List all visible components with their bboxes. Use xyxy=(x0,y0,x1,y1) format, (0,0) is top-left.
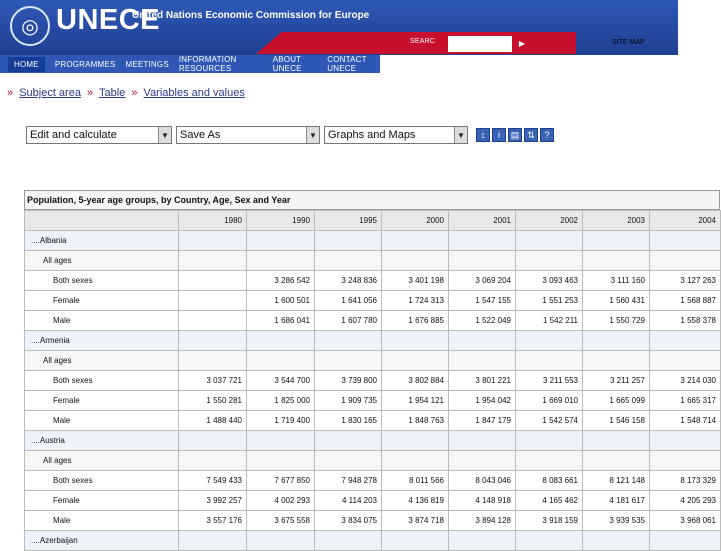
row-label: Female xyxy=(25,491,179,511)
breadcrumb-separator: » xyxy=(87,87,94,99)
nav-programmes[interactable]: PROGRAMMES xyxy=(54,59,116,69)
table-row xyxy=(25,431,721,451)
sitemap-link[interactable]: SITE MAP xyxy=(612,39,645,46)
table-cell xyxy=(382,431,449,451)
nav-meetings[interactable]: MEETINGS xyxy=(125,59,169,69)
table-cell xyxy=(449,251,516,271)
edit-calculate-select-label: Edit and calculate xyxy=(30,129,117,141)
table-cell xyxy=(247,231,315,251)
table-row xyxy=(25,311,721,331)
breadcrumb-variables-values[interactable]: Variables and values xyxy=(143,87,245,99)
table-cell xyxy=(583,451,650,471)
table-cell: 1 954 121 xyxy=(382,391,449,411)
table-cell: 1 560 431 xyxy=(583,291,650,311)
nav-home[interactable]: HOME xyxy=(8,57,45,72)
row-label: Male xyxy=(25,411,179,431)
table-cell: 1 830 165 xyxy=(315,411,382,431)
table-cell: 3 214 030 xyxy=(650,371,721,391)
table-cell: 8 173 329 xyxy=(650,471,721,491)
table-cell xyxy=(583,331,650,351)
table-cell: 3 874 718 xyxy=(382,511,449,531)
search-label: SEARC xyxy=(410,38,436,45)
table-cell xyxy=(516,231,583,251)
table-cell: 1 641 056 xyxy=(315,291,382,311)
table-cell: 3 211 257 xyxy=(583,371,650,391)
table-cell: 8 043 046 xyxy=(449,471,516,491)
save-as-select[interactable] xyxy=(176,126,320,144)
table-cell: 1 724 313 xyxy=(382,291,449,311)
table-cell: 8 121 148 xyxy=(583,471,650,491)
table-cell xyxy=(247,431,315,451)
table-cell: 1 546 158 xyxy=(583,411,650,431)
table-cell: 1 488 440 xyxy=(179,411,247,431)
table-cell xyxy=(583,531,650,551)
table-cell: 3 834 075 xyxy=(315,511,382,531)
table-toolbar xyxy=(26,126,554,144)
table-cell: 3 739 800 xyxy=(315,371,382,391)
header-year: 2003 xyxy=(583,211,650,231)
table-cell: 3 992 257 xyxy=(179,491,247,511)
sort-icon[interactable]: ↕ xyxy=(476,128,490,142)
table-cell: 1 909 735 xyxy=(315,391,382,411)
table-cell: 3 111 160 xyxy=(583,271,650,291)
table-body xyxy=(25,231,721,551)
help-icon[interactable]: ? xyxy=(540,128,554,142)
chevron-down-icon[interactable]: ▼ xyxy=(306,127,319,143)
table-cell: 8 011 566 xyxy=(382,471,449,491)
table-cell: 3 037 721 xyxy=(179,371,247,391)
table-cell xyxy=(382,331,449,351)
table-cell xyxy=(179,251,247,271)
table-cell xyxy=(382,231,449,251)
table-cell: 1 542 574 xyxy=(516,411,583,431)
table-row xyxy=(25,451,721,471)
row-label: Male xyxy=(25,311,179,331)
table-cell xyxy=(179,271,247,291)
table-cell xyxy=(650,231,721,251)
un-emblem-icon[interactable]: ◎ xyxy=(10,6,50,46)
info-icon[interactable]: i xyxy=(492,128,506,142)
table-cell: 1 607 780 xyxy=(315,311,382,331)
table-cell xyxy=(315,351,382,371)
table-cell: 1 665 317 xyxy=(650,391,721,411)
table-row xyxy=(25,491,721,511)
row-label: Both sexes xyxy=(25,371,179,391)
table-cell xyxy=(382,351,449,371)
table-cell xyxy=(650,451,721,471)
table-row xyxy=(25,271,721,291)
table-cell: 3 069 204 xyxy=(449,271,516,291)
table-cell xyxy=(583,231,650,251)
table-cell xyxy=(516,451,583,471)
table-cell xyxy=(449,431,516,451)
edit-calculate-select[interactable] xyxy=(26,126,172,144)
table-cell: 1 600 501 xyxy=(247,291,315,311)
table-cell: 1 551 253 xyxy=(516,291,583,311)
row-label: ....Albania xyxy=(25,231,179,251)
table-row xyxy=(25,291,721,311)
row-label: Male xyxy=(25,511,179,531)
row-label: All ages xyxy=(25,351,179,371)
search-input[interactable] xyxy=(448,36,512,52)
row-label: ....Austria xyxy=(25,431,179,451)
table-cell xyxy=(449,331,516,351)
table-cell xyxy=(247,351,315,371)
table-cell xyxy=(516,351,583,371)
table-cell: 4 181 617 xyxy=(583,491,650,511)
table-cell: 3 557 176 xyxy=(179,511,247,531)
table-cell xyxy=(247,451,315,471)
table-cell xyxy=(315,251,382,271)
table-cell: 3 127 263 xyxy=(650,271,721,291)
header-year: 2000 xyxy=(382,211,449,231)
site-header xyxy=(0,0,678,55)
table-cell xyxy=(516,531,583,551)
row-label: ....Azerbaijan xyxy=(25,531,179,551)
table-row xyxy=(25,251,721,271)
table-cell xyxy=(315,431,382,451)
table-cell: 4 148 918 xyxy=(449,491,516,511)
table-cell: 1 522 049 xyxy=(449,311,516,331)
table-cell xyxy=(315,531,382,551)
table-row xyxy=(25,391,721,411)
table-cell xyxy=(179,351,247,371)
table-cell: 1 550 281 xyxy=(179,391,247,411)
table-cell xyxy=(650,251,721,271)
table-cell: 1 825 000 xyxy=(247,391,315,411)
population-table xyxy=(24,210,721,551)
row-label: Female xyxy=(25,391,179,411)
table-row xyxy=(25,411,721,431)
table-cell: 8 083 661 xyxy=(516,471,583,491)
table-cell: 3 248 836 xyxy=(315,271,382,291)
table-cell xyxy=(382,251,449,271)
header-year: 1995 xyxy=(315,211,382,231)
table-cell: 3 401 198 xyxy=(382,271,449,291)
breadcrumb-subject-area[interactable]: Subject area xyxy=(19,87,81,99)
table-row xyxy=(25,371,721,391)
table-cell xyxy=(179,311,247,331)
table-row xyxy=(25,471,721,491)
table-row xyxy=(25,231,721,251)
table-cell xyxy=(650,431,721,451)
table-cell: 4 114 203 xyxy=(315,491,382,511)
table-cell: 3 894 128 xyxy=(449,511,516,531)
table-row xyxy=(25,331,721,351)
table-cell xyxy=(315,231,382,251)
header-empty-cell xyxy=(25,211,179,231)
brand-title[interactable]: UNECE xyxy=(56,4,161,36)
table-cell xyxy=(516,251,583,271)
table-cell xyxy=(315,451,382,471)
table-cell xyxy=(179,231,247,251)
table-cell xyxy=(179,291,247,311)
table-cell: 7 948 278 xyxy=(315,471,382,491)
nav-information-resources[interactable]: INFORMATION RESOURCES xyxy=(178,55,237,73)
nav-contact-unece[interactable]: CONTACT UNECE xyxy=(327,55,367,73)
save-as-select-label: Save As xyxy=(180,129,221,141)
table-cell xyxy=(583,251,650,271)
brand-subtitle: United Nations Economic Commission for Europe xyxy=(132,10,370,21)
table-cell: 1 686 041 xyxy=(247,311,315,331)
table-row xyxy=(25,511,721,531)
table-cell: 4 136 819 xyxy=(382,491,449,511)
table-cell xyxy=(179,451,247,471)
chevron-down-icon[interactable]: ▼ xyxy=(158,127,171,143)
header-year: 1980 xyxy=(179,211,247,231)
table-cell: 3 801 221 xyxy=(449,371,516,391)
table-cell: 1 542 211 xyxy=(516,311,583,331)
table-cell: 1 676 885 xyxy=(382,311,449,331)
row-label: All ages xyxy=(25,251,179,271)
table-header-row xyxy=(25,211,721,231)
table-cell: 4 205 293 xyxy=(650,491,721,511)
data-table-container xyxy=(24,190,720,545)
table-row xyxy=(25,531,721,551)
table-cell: 1 669 010 xyxy=(516,391,583,411)
table-cell xyxy=(449,351,516,371)
row-label: ....Armenia xyxy=(25,331,179,351)
table-cell: 1 665 099 xyxy=(583,391,650,411)
table-cell: 3 544 700 xyxy=(247,371,315,391)
table-cell xyxy=(179,331,247,351)
table-cell xyxy=(449,531,516,551)
table-cell: 3 093 463 xyxy=(516,271,583,291)
table-cell: 3 918 159 xyxy=(516,511,583,531)
header-year: 1990 xyxy=(247,211,315,231)
table-cell: 1 568 887 xyxy=(650,291,721,311)
table-cell: 7 677 850 xyxy=(247,471,315,491)
pivot-icon[interactable]: ⇅ xyxy=(524,128,538,142)
table-cell: 4 002 293 xyxy=(247,491,315,511)
table-cell xyxy=(382,451,449,471)
table-cell xyxy=(247,251,315,271)
table-cell: 1 719 400 xyxy=(247,411,315,431)
table-cell xyxy=(449,451,516,471)
table-cell xyxy=(382,531,449,551)
breadcrumb-separator: » xyxy=(7,87,14,99)
table-cell: 3 675 558 xyxy=(247,511,315,531)
breadcrumb-table[interactable]: Table xyxy=(99,87,126,99)
print-icon[interactable]: ▤ xyxy=(508,128,522,142)
chevron-down-icon[interactable]: ▼ xyxy=(454,127,467,143)
table-cell: 7 549 433 xyxy=(179,471,247,491)
table-cell: 1 954 042 xyxy=(449,391,516,411)
table-cell xyxy=(650,531,721,551)
header-year: 2002 xyxy=(516,211,583,231)
row-label: Both sexes xyxy=(25,471,179,491)
table-cell: 1 548 714 xyxy=(650,411,721,431)
main-nav xyxy=(0,55,380,73)
table-cell xyxy=(179,431,247,451)
table-cell: 1 558 378 xyxy=(650,311,721,331)
table-cell: 1 547 155 xyxy=(449,291,516,311)
table-cell xyxy=(315,331,382,351)
table-cell xyxy=(650,331,721,351)
nav-about-unece[interactable]: ABOUT UNECE xyxy=(272,55,302,73)
table-cell xyxy=(247,531,315,551)
table-cell: 3 802 884 xyxy=(382,371,449,391)
table-cell xyxy=(650,351,721,371)
table-cell: 1 848 763 xyxy=(382,411,449,431)
table-cell xyxy=(449,231,516,251)
search-go-button[interactable]: ▶ xyxy=(512,36,532,50)
breadcrumb xyxy=(4,87,245,99)
table-tool-icons xyxy=(476,128,554,142)
table-cell: 3 211 553 xyxy=(516,371,583,391)
table-row xyxy=(25,351,721,371)
table-cell xyxy=(179,531,247,551)
graphs-maps-select[interactable] xyxy=(324,126,468,144)
table-cell xyxy=(583,351,650,371)
table-title: Population, 5-year age groups, by Country, Age, Sex and Year xyxy=(24,190,720,210)
row-label: All ages xyxy=(25,451,179,471)
header-year: 2001 xyxy=(449,211,516,231)
table-cell xyxy=(247,331,315,351)
table-cell: 3 968 061 xyxy=(650,511,721,531)
table-cell xyxy=(516,331,583,351)
row-label: Both sexes xyxy=(25,271,179,291)
table-cell xyxy=(516,431,583,451)
row-label: Female xyxy=(25,291,179,311)
table-cell: 3 939 535 xyxy=(583,511,650,531)
table-cell: 4 165 462 xyxy=(516,491,583,511)
table-cell: 3 286 542 xyxy=(247,271,315,291)
table-cell: 1 550 729 xyxy=(583,311,650,331)
graphs-maps-select-label: Graphs and Maps xyxy=(328,129,416,141)
table-cell xyxy=(583,431,650,451)
breadcrumb-separator: » xyxy=(131,87,138,99)
header-year: 2004 xyxy=(650,211,721,231)
table-cell: 1 847 179 xyxy=(449,411,516,431)
